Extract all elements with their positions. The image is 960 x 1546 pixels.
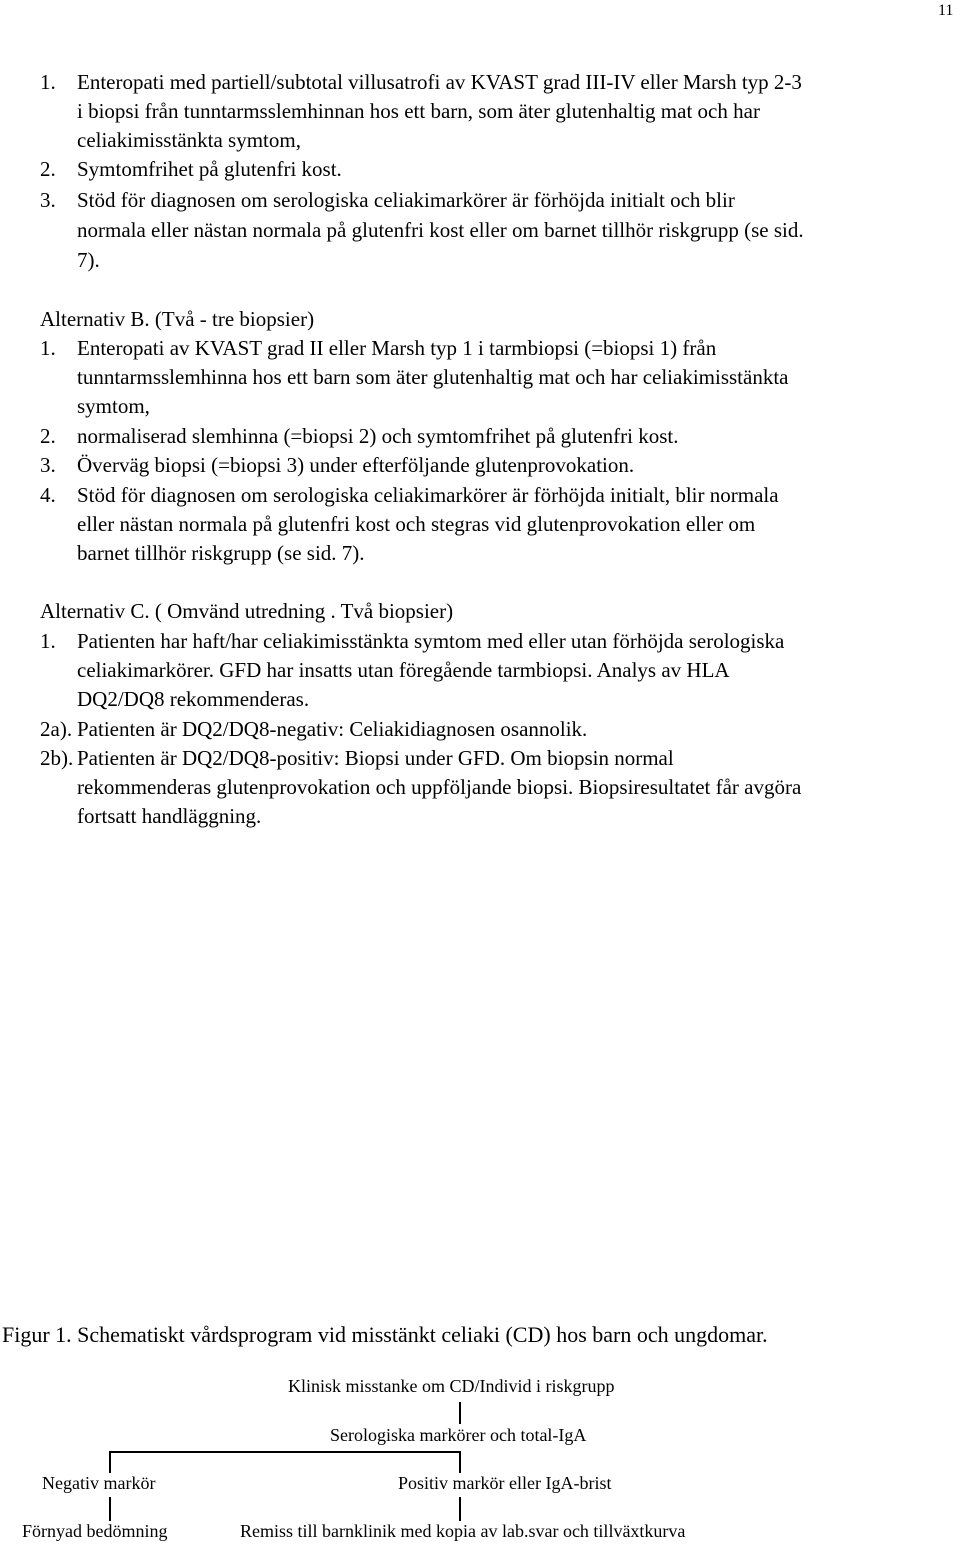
item-number: 1. bbox=[40, 629, 56, 653]
connector-line bbox=[459, 1402, 461, 1424]
node-negative: Negativ markör bbox=[42, 1473, 156, 1493]
item-number: 2a). bbox=[40, 717, 73, 741]
item-line: symtom, bbox=[77, 394, 150, 418]
connector-line bbox=[459, 1497, 461, 1521]
connector-line bbox=[109, 1497, 111, 1521]
node-top: Klinisk misstanke om CD/Individ i riskgrupp bbox=[288, 1376, 615, 1396]
item-line: Patienten är DQ2/DQ8-negativ: Celiakidiagnosen osannolik. bbox=[77, 717, 588, 741]
item-line: normala eller nästan normala på glutenfri kost eller om barnet tillhör riskgrupp (se sid. bbox=[77, 218, 804, 242]
alt-c-heading: Alternativ C. ( Omvänd utredning . Två biopsier) bbox=[40, 599, 454, 623]
item-number: 2b). bbox=[40, 746, 74, 770]
item-line: barnet tillhör riskgrupp (se sid. 7). bbox=[77, 541, 365, 565]
item-line: tunntarmsslemhinna hos ett barn som äter glutenhaltig mat och har celiakimisstänkta bbox=[77, 365, 789, 389]
item-number: 2. bbox=[40, 424, 56, 448]
item-line: rekommenderas glutenprovokation och uppföljande biopsi. Biopsiresultatet får avgöra bbox=[77, 775, 802, 799]
item-line: Enteropati av KVAST grad II eller Marsh typ 1 i tarmbiopsi (=biopsi 1) från bbox=[77, 336, 717, 360]
page-number: 11 bbox=[938, 2, 954, 19]
item-number: 3. bbox=[40, 188, 56, 212]
node-renewed: Förnyad bedömning bbox=[22, 1521, 168, 1541]
item-line: 7). bbox=[77, 248, 100, 272]
connector-line bbox=[109, 1451, 111, 1473]
item-line: Symtomfrihet på glutenfri kost. bbox=[77, 157, 342, 181]
item-number: 1. bbox=[40, 336, 56, 360]
item-line: Stöd för diagnosen om serologiska celiakimarkörer är förhöjda initialt, blir normala bbox=[77, 483, 779, 507]
item-number: 1. bbox=[40, 70, 56, 94]
figure-caption: Figur 1. Schematiskt vårdsprogram vid misstänkt celiaki (CD) hos barn och ungdomar. bbox=[2, 1322, 768, 1347]
item-line: celiakimisstänkta symtom, bbox=[77, 128, 301, 152]
item-line: Patienten är DQ2/DQ8-positiv: Biopsi under GFD. Om biopsin normal bbox=[77, 746, 674, 770]
item-line: normaliserad slemhinna (=biopsi 2) och symtomfrihet på glutenfri kost. bbox=[77, 424, 679, 448]
alt-b-heading: Alternativ B. (Två - tre biopsier) bbox=[40, 307, 315, 331]
item-line: eller nästan normala på glutenfri kost och stegras vid glutenprovokation eller om bbox=[77, 512, 756, 536]
item-line: celiakimarkörer. GFD har insatts utan föregående tarmbiopsi. Analys av HLA bbox=[77, 658, 730, 682]
node-serology: Serologiska markörer och total-IgA bbox=[330, 1425, 587, 1445]
item-line: fortsatt handläggning. bbox=[77, 804, 262, 828]
item-line: Patienten har haft/har celiakimisstänkta symtom med eller utan förhöjda serologiska bbox=[77, 629, 785, 653]
node-referral: Remiss till barnklinik med kopia av lab.svar och tillväxtkurva bbox=[240, 1521, 686, 1541]
item-line: Enteropati med partiell/subtotal villusatrofi av KVAST grad III-IV eller Marsh typ 2-3 bbox=[77, 70, 802, 94]
node-positive: Positiv markör eller IgA-brist bbox=[398, 1473, 612, 1493]
item-line: Överväg biopsi (=biopsi 3) under efterföljande glutenprovokation. bbox=[77, 453, 635, 477]
item-number: 3. bbox=[40, 453, 56, 477]
connector-line bbox=[459, 1451, 461, 1473]
connector-line bbox=[109, 1451, 459, 1453]
item-line: DQ2/DQ8 rekommenderas. bbox=[77, 687, 310, 711]
item-line: i biopsi från tunntarmsslemhinnan hos ett barn, som äter glutenhaltig mat och har bbox=[77, 99, 760, 123]
item-number: 2. bbox=[40, 157, 56, 181]
item-line: Stöd för diagnosen om serologiska celiakimarkörer är förhöjda initialt och blir bbox=[77, 188, 735, 212]
item-number: 4. bbox=[40, 483, 56, 507]
